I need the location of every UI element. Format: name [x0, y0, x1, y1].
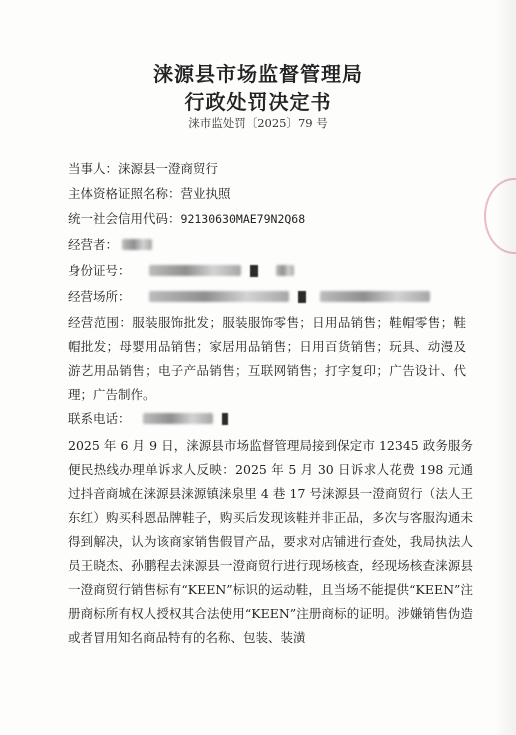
redacted-phone	[143, 413, 213, 424]
credit-code-value: 92130630MAE79N2Q68	[180, 212, 306, 226]
agency-title: 涞源县市场监督管理局	[153, 62, 363, 86]
operator-label: 经营者：	[68, 237, 119, 252]
document-number: 涞市监处罚〔2025〕79 号	[188, 116, 328, 130]
id-number-label: 身份证号：	[68, 263, 131, 278]
case-paragraph: 2025 年 6 月 9 日，涞源县市场监督管理局接到保定市 12345 政务服务便民热线办理单诉求人反映：2025 年 5 月 30 日诉求人花费 198 元通过抖音商城在涞源县涞源镇涞泉里 4 巷 17 号涞源县一澄商贸行（法人王东红）购买科恩品牌鞋子，购买后发现该鞋并非正品，多次与客服沟通未得到解决，认为该商家销售假冒产品，要求对店铺进行查处，我局执法人员王晓杰、孙鹏程去涞源县一澄商贸行进行现场核查，经现场核查涞源县一澄商贸行销售标有“KEEN”标识的运动鞋，且当场不能提供“KEEN”注册商标所有权人授权其合法使用“KEEN”注册商标的证明。涉嫌销售伪造或者冒用知名商品特有的名称、包装、装潢	[68, 438, 473, 645]
business-scope-text: 服装服饰批发；服装服饰零售；日用品销售；鞋帽零售；鞋帽批发；母婴用品销售；家居用品销售；日用百货销售；玩具、动漫及游艺用品销售；电子产品销售；互联网销售；打字复印；广告设计、代理；广告制作。	[68, 315, 466, 402]
party-value: 涞源县一澄商贸行	[118, 161, 219, 176]
cert-value: 营业执照	[180, 186, 231, 201]
party-label: 当事人：	[68, 161, 119, 176]
address-label: 经营场所：	[68, 289, 131, 304]
redacted-address	[149, 291, 289, 302]
redacted-operator-name	[122, 239, 152, 250]
credit-code-label: 统一社会信用代码：	[68, 211, 181, 226]
cert-field	[68, 185, 231, 203]
address-field	[68, 288, 430, 306]
business-scope-label: 经营范围：	[68, 315, 133, 330]
official-seal-edge	[484, 178, 516, 254]
phone-label: 联系电话：	[68, 411, 131, 426]
id-number-field	[68, 262, 294, 280]
cert-label: 主体资格证照名称：	[68, 186, 181, 201]
business-scope	[68, 311, 466, 407]
party-field	[68, 160, 218, 178]
redacted-id-number	[149, 265, 241, 276]
phone-field	[68, 410, 228, 428]
redaction-mark	[222, 413, 228, 425]
redaction-mark	[250, 265, 258, 277]
credit-code-field	[68, 210, 305, 228]
case-description	[68, 434, 473, 650]
document-type-title: 行政处罚决定书	[184, 90, 332, 114]
operator-field	[68, 236, 152, 254]
redaction-mark	[298, 291, 306, 303]
redacted-id-number-tail	[276, 265, 294, 276]
redacted-address-tail	[320, 291, 430, 302]
